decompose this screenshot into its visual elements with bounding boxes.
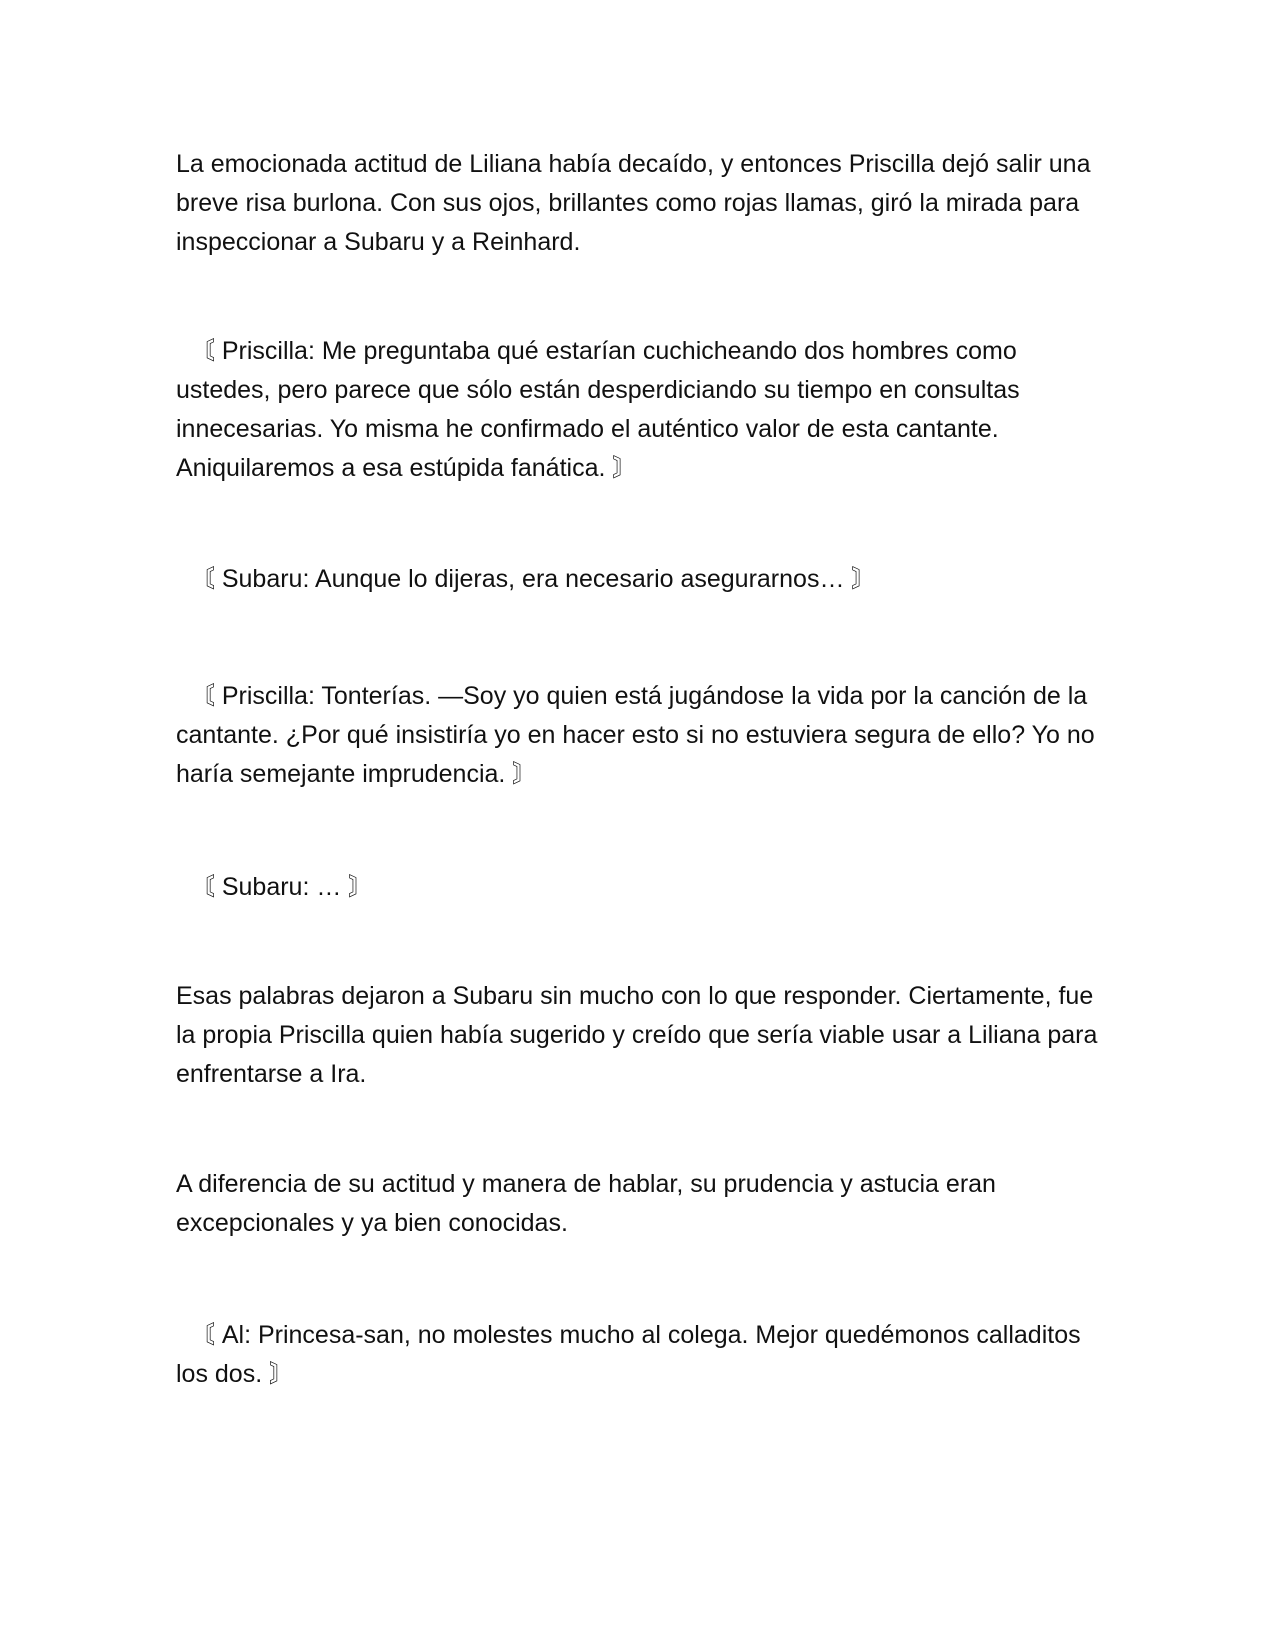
dialogue-subaru: 〘 Subaru: Aunque lo dijeras, era necesario asegurarnos… 〙	[176, 565, 877, 593]
narration-paragraph: A diferencia de su actitud y manera de hablar, su prudencia y astucia eran excepcionales y ya bien conocidas.	[176, 1170, 996, 1237]
dialogue-priscilla: 〘 Priscilla: Tonterías. —Soy yo quien está jugándose la vida por la canción de la cantante. ¿Por qué insistiría yo en hacer esto si no estuviera segura de ello? Yo no haría semejante imprudencia. 〙	[176, 682, 1095, 788]
narration-paragraph: La emocionada actitud de Liliana había decaído, y entonces Priscilla dejó salir una breve risa burlona. Con sus ojos, brillantes como rojas llamas, giró la mirada para inspeccionar a Subaru y a Reinhard.	[176, 150, 1091, 256]
dialogue-al: 〘 Al: Princesa-san, no molestes mucho al colega. Mejor quedémonos calladitos los dos. 〙	[176, 1321, 1081, 1388]
dialogue-priscilla: 〘 Priscilla: Me preguntaba qué estarían cuchicheando dos hombres como ustedes, pero parece que sólo están desperdiciando su tiempo en consultas innecesarias. Yo misma he confirmado el auténtico valor de esta cantante. Aniquilaremos a esa estúpida fanática. 〙	[176, 337, 1020, 482]
dialogue-subaru: 〘 Subaru: … 〙	[176, 873, 374, 901]
narration-paragraph: Esas palabras dejaron a Subaru sin mucho con lo que responder. Ciertamente, fue la propia Priscilla quien había sugerido y creído que sería viable usar a Liliana para enfrentarse a Ira.	[176, 982, 1098, 1088]
